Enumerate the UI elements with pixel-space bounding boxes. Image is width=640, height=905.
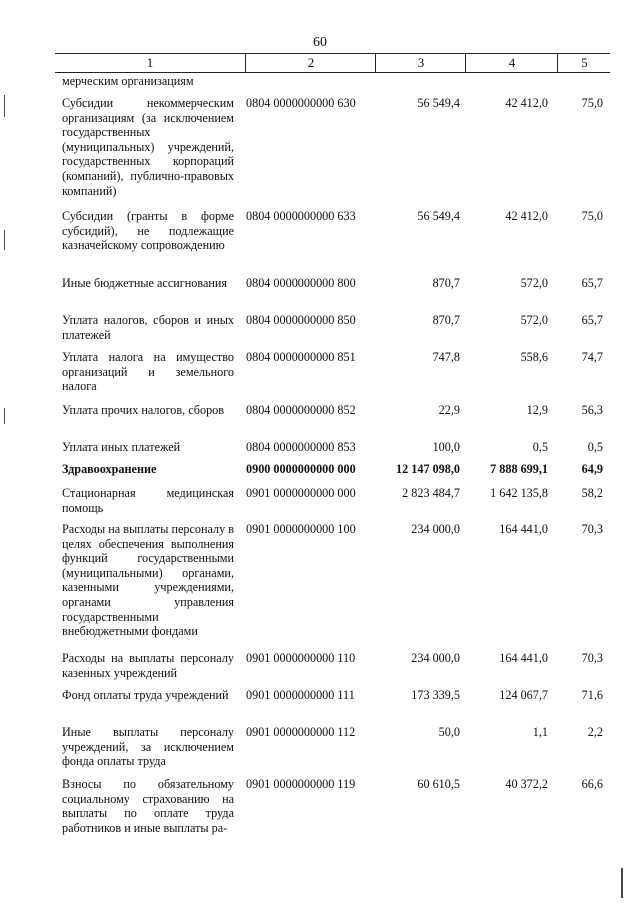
row-fact: 572,0 — [520, 313, 548, 327]
row-code: 0901 0000000000 119 — [246, 777, 356, 791]
row-plan: 870,7 — [432, 313, 460, 327]
row-percent: 71,6 — [581, 688, 603, 702]
scan-margin-mark — [4, 230, 5, 250]
row-plan: 100,0 — [432, 440, 460, 454]
row-name: Иные бюджетные ассигнования — [62, 276, 228, 290]
row-fact: 558,6 — [520, 350, 548, 364]
row-fact: 1,1 — [532, 725, 548, 739]
row-plan: 747,8 — [432, 350, 460, 364]
page-number: 60 — [313, 35, 327, 50]
row-percent: 75,0 — [581, 209, 603, 223]
row-code: 0804 0000000000 633 — [246, 209, 356, 223]
row-percent: 64,9 — [581, 462, 603, 476]
row-percent: 58,2 — [581, 486, 603, 500]
row-plan: 50,0 — [438, 725, 460, 739]
row-code: 0804 0000000000 851 — [246, 350, 356, 364]
row-code: 0901 0000000000 111 — [246, 688, 355, 702]
row-plan: 60 610,5 — [417, 777, 460, 791]
row-fact: 164 441,0 — [499, 651, 548, 665]
row-code: 0804 0000000000 852 — [246, 403, 356, 417]
row-name: Здравоохранение — [62, 462, 157, 476]
row-percent: 75,0 — [581, 96, 603, 110]
row-code: 0804 0000000000 800 — [246, 276, 356, 290]
row-code: 0901 0000000000 110 — [246, 651, 356, 665]
row-plan: 12 147 098,0 — [396, 462, 460, 476]
row-name: Субсидии некоммерческим организациям (за исключением государственных (муниципальных) учреждений, государственных корпораций (компаний), публично-правовых компаний) — [62, 96, 234, 198]
header-col-2: 2 — [245, 54, 376, 72]
row-name: Уплата налогов, сборов и иных платежей — [62, 313, 234, 342]
scan-margin-mark — [4, 408, 5, 424]
row-fact: 572,0 — [520, 276, 548, 290]
row-fact: 164 441,0 — [499, 522, 548, 536]
header-col-5: 5 — [557, 54, 611, 72]
row-plan: 870,7 — [432, 276, 460, 290]
row-fact: 1 642 135,8 — [490, 486, 548, 500]
row-name: Субсидии (гранты в форме субсидий), не подлежащие казначейскому сопровождению — [62, 209, 234, 253]
row-name: Уплата налога на имущество организаций и земельного налога — [62, 350, 234, 394]
row-plan: 56 549,4 — [417, 209, 460, 223]
row-percent: 2,2 — [587, 725, 603, 739]
row-plan: 22,9 — [438, 403, 460, 417]
header-col-4: 4 — [465, 54, 558, 72]
row-fact: 124 067,7 — [499, 688, 548, 702]
scan-margin-mark — [621, 868, 623, 898]
row-name: Взносы по обязательному социальному страхованию на выплаты по оплате труда работников и иные выплаты ра- — [62, 777, 234, 835]
row-code: 0901 0000000000 000 — [246, 486, 356, 500]
row-percent: 66,6 — [581, 777, 603, 791]
row-plan: 234 000,0 — [411, 651, 460, 665]
row-code: 0901 0000000000 100 — [246, 522, 356, 536]
row-percent: 70,3 — [581, 651, 603, 665]
header-col-1: 1 — [146, 55, 154, 70]
row-code: 0901 0000000000 112 — [246, 725, 356, 739]
row-percent: 0,5 — [587, 440, 603, 454]
row-fact: 42 412,0 — [505, 96, 548, 110]
row-code: 0804 0000000000 850 — [246, 313, 356, 327]
header-col-3: 3 — [375, 54, 466, 72]
row-name: Расходы на выплаты персоналу в целях обеспечения выполнения функций государственными (муниципальными) органами, казенными учреждениями, органами управления государственными внебюджетными фондами — [62, 522, 234, 639]
row-name: Расходы на выплаты персоналу казенных учреждений — [62, 651, 234, 680]
row-plan: 2 823 484,7 — [402, 486, 460, 500]
row-percent: 56,3 — [581, 403, 603, 417]
row-percent: 65,7 — [581, 313, 603, 327]
row-percent: 70,3 — [581, 522, 603, 536]
continuation-text: мерческим организациям — [62, 74, 194, 88]
row-plan: 173 339,5 — [411, 688, 460, 702]
row-name: Иные выплаты персоналу учреждений, за исключением фонда оплаты труда — [62, 725, 234, 769]
table-header — [55, 53, 610, 73]
row-name: Уплата иных платежей — [62, 440, 181, 454]
scan-margin-mark — [4, 95, 5, 117]
row-code: 0804 0000000000 853 — [246, 440, 356, 454]
row-name: Фонд оплаты труда учреждений — [62, 688, 229, 702]
row-fact: 7 888 699,1 — [490, 462, 548, 476]
row-plan: 56 549,4 — [417, 96, 460, 110]
row-fact: 0,5 — [532, 440, 548, 454]
row-code: 0804 0000000000 630 — [246, 96, 356, 110]
row-fact: 40 372,2 — [505, 777, 548, 791]
row-fact: 12,9 — [526, 403, 548, 417]
row-percent: 65,7 — [581, 276, 603, 290]
row-fact: 42 412,0 — [505, 209, 548, 223]
row-percent: 74,7 — [581, 350, 603, 364]
row-plan: 234 000,0 — [411, 522, 460, 536]
row-code: 0900 0000000000 000 — [246, 462, 356, 476]
row-name: Уплата прочих налогов, сборов — [62, 403, 225, 417]
row-name: Стационарная медицинская помощь — [62, 486, 234, 515]
